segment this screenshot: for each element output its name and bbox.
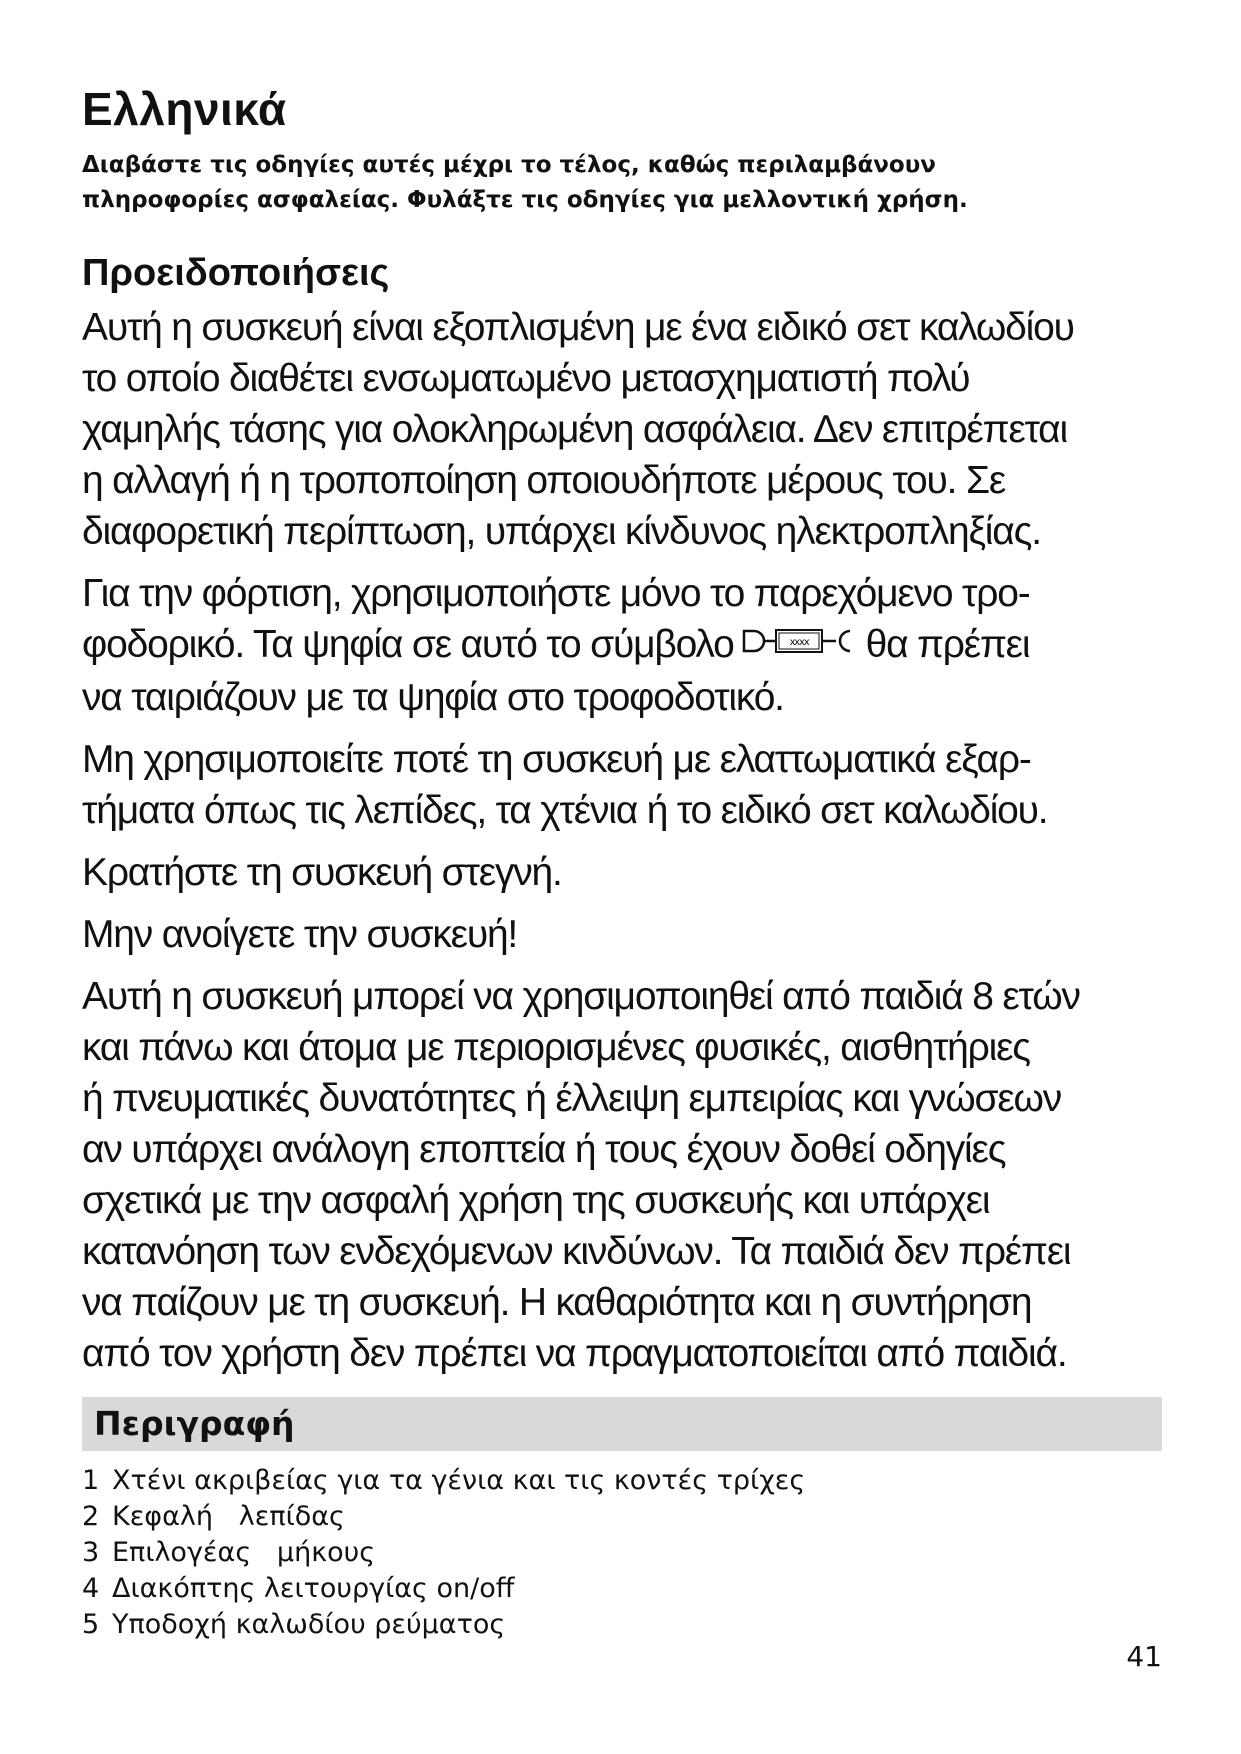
warning-paragraph-6	[82, 971, 1172, 1379]
text-fragment: φοδορικό. Τα ψηφία σε αυτό το σύμβολο	[82, 623, 734, 666]
warnings-title: Προειδοποιήσεις	[82, 252, 390, 294]
text-line: η αλλαγή ή η τροποποίηση οποιουδήποτε μέρους του. Σε	[82, 459, 1006, 502]
text-line: Αυτή η συσκευή είναι εξοπλισμένη με ένα ειδικό σετ καλωδίου	[82, 306, 1074, 349]
list-item	[82, 1571, 805, 1607]
text-line: Μην ανοίγετε την συσκευή!	[82, 913, 518, 957]
language-title: Ελληνικά	[82, 83, 287, 135]
symbol-digits: xxxx	[789, 637, 809, 649]
item-number: 4	[82, 1573, 100, 1604]
item-number: 3	[82, 1537, 100, 1568]
text-line: να παίζουν με τη συσκευή. Η καθαριότητα και η συντήρηση	[82, 1281, 1032, 1325]
item-number: 2	[82, 1501, 100, 1532]
intro-line: πληροφορίες ασφαλείας. Φυλάξτε τις οδηγίες για μελλοντική χρήση.	[82, 187, 968, 213]
page-number: 41	[1126, 1640, 1162, 1673]
text-line: Μη χρησιμοποιείτε ποτέ τη συσκευή με ελαττωματικά εξαρ-	[82, 738, 1031, 782]
warning-paragraph-5	[82, 909, 1172, 960]
item-number: 5	[82, 1609, 100, 1640]
text-line: τήματα όπως τις λεπίδες, τα χτένια ή το ειδικό σετ καλωδίου.	[82, 789, 1048, 833]
text-line: χαμηλής τάσης για ολοκληρωμένη ασφάλεια. Δεν επιτρέπεται	[82, 408, 1067, 451]
text-line: Για την φόρτιση, χρησιμοποιήστε μόνο το παρεχόμενο τρο-	[82, 572, 1030, 615]
text-fragment: θα πρέπει	[865, 623, 1030, 666]
text-line: διαφορετική περίπτωση, υπάρχει κίνδυνος ηλεκτροπληξίας.	[82, 510, 1041, 553]
text-line: σχετικά με την ασφαλή χρήση της συσκευής και υπάρχει	[82, 1179, 990, 1223]
text-line: κατανόηση των ενδεχόμενων κινδύνων. Τα παιδιά δεν πρέπει	[82, 1230, 1071, 1274]
text-line: Κρατήστε τη συσκευή στεγνή.	[82, 851, 562, 895]
text-line: Αυτή η συσκευή μπορεί να χρησιμοποιηθεί από παιδιά 8 ετών	[82, 975, 1080, 1019]
item-label: Κεφαλή λεπίδας	[112, 1501, 345, 1532]
text-line-with-symbol	[82, 619, 1172, 672]
power-supply-symbol-icon	[740, 621, 860, 672]
item-number: 1	[82, 1465, 100, 1496]
list-item	[82, 1463, 805, 1499]
item-label: Επιλογέας μήκους	[112, 1537, 376, 1568]
item-label: Υποδοχή καλωδίου ρεύματος	[112, 1609, 506, 1640]
warning-paragraph-4	[82, 847, 1172, 898]
warning-paragraph-2	[82, 568, 1172, 723]
intro-notice	[82, 148, 1162, 218]
item-label: Χτένι ακριβείας για τα γένια και τις κοντές τρίχες	[112, 1465, 806, 1496]
list-item	[82, 1499, 805, 1535]
text-line: αν υπάρχει ανάλογη εποπτεία ή τους έχουν δοθεί οδηγίες	[82, 1128, 1006, 1172]
intro-line: Διαβάστε τις οδηγίες αυτές μέχρι το τέλος, καθώς περιλαμβάνουν	[82, 152, 936, 178]
list-item	[82, 1535, 805, 1571]
text-line: να ταιριάζουν με τα ψηφία στο τροφοδοτικό.	[82, 676, 784, 720]
text-line: το οποίο διαθέτει ενσωματωμένο μετασχηματιστή πολύ	[82, 357, 970, 400]
item-label: Διακόπτης λειτουργίας on/off	[112, 1573, 515, 1604]
text-line: και πάνω και άτομα με περιορισμένες φυσικές, αισθητήριες	[82, 1026, 1030, 1070]
warnings-body	[82, 302, 1172, 1390]
warning-paragraph-3	[82, 734, 1172, 836]
warning-paragraph-1	[82, 302, 1172, 557]
list-item	[82, 1607, 805, 1643]
text-line: από τον χρήστη δεν πρέπει να πραγματοποιείται από παιδιά.	[82, 1332, 1067, 1376]
parts-list	[82, 1463, 805, 1643]
description-title: Περιγραφή	[94, 1404, 295, 1443]
text-line: ή πνευματικές δυνατότητες ή έλλειψη εμπειρίας και γνώσεων	[82, 1077, 1062, 1121]
